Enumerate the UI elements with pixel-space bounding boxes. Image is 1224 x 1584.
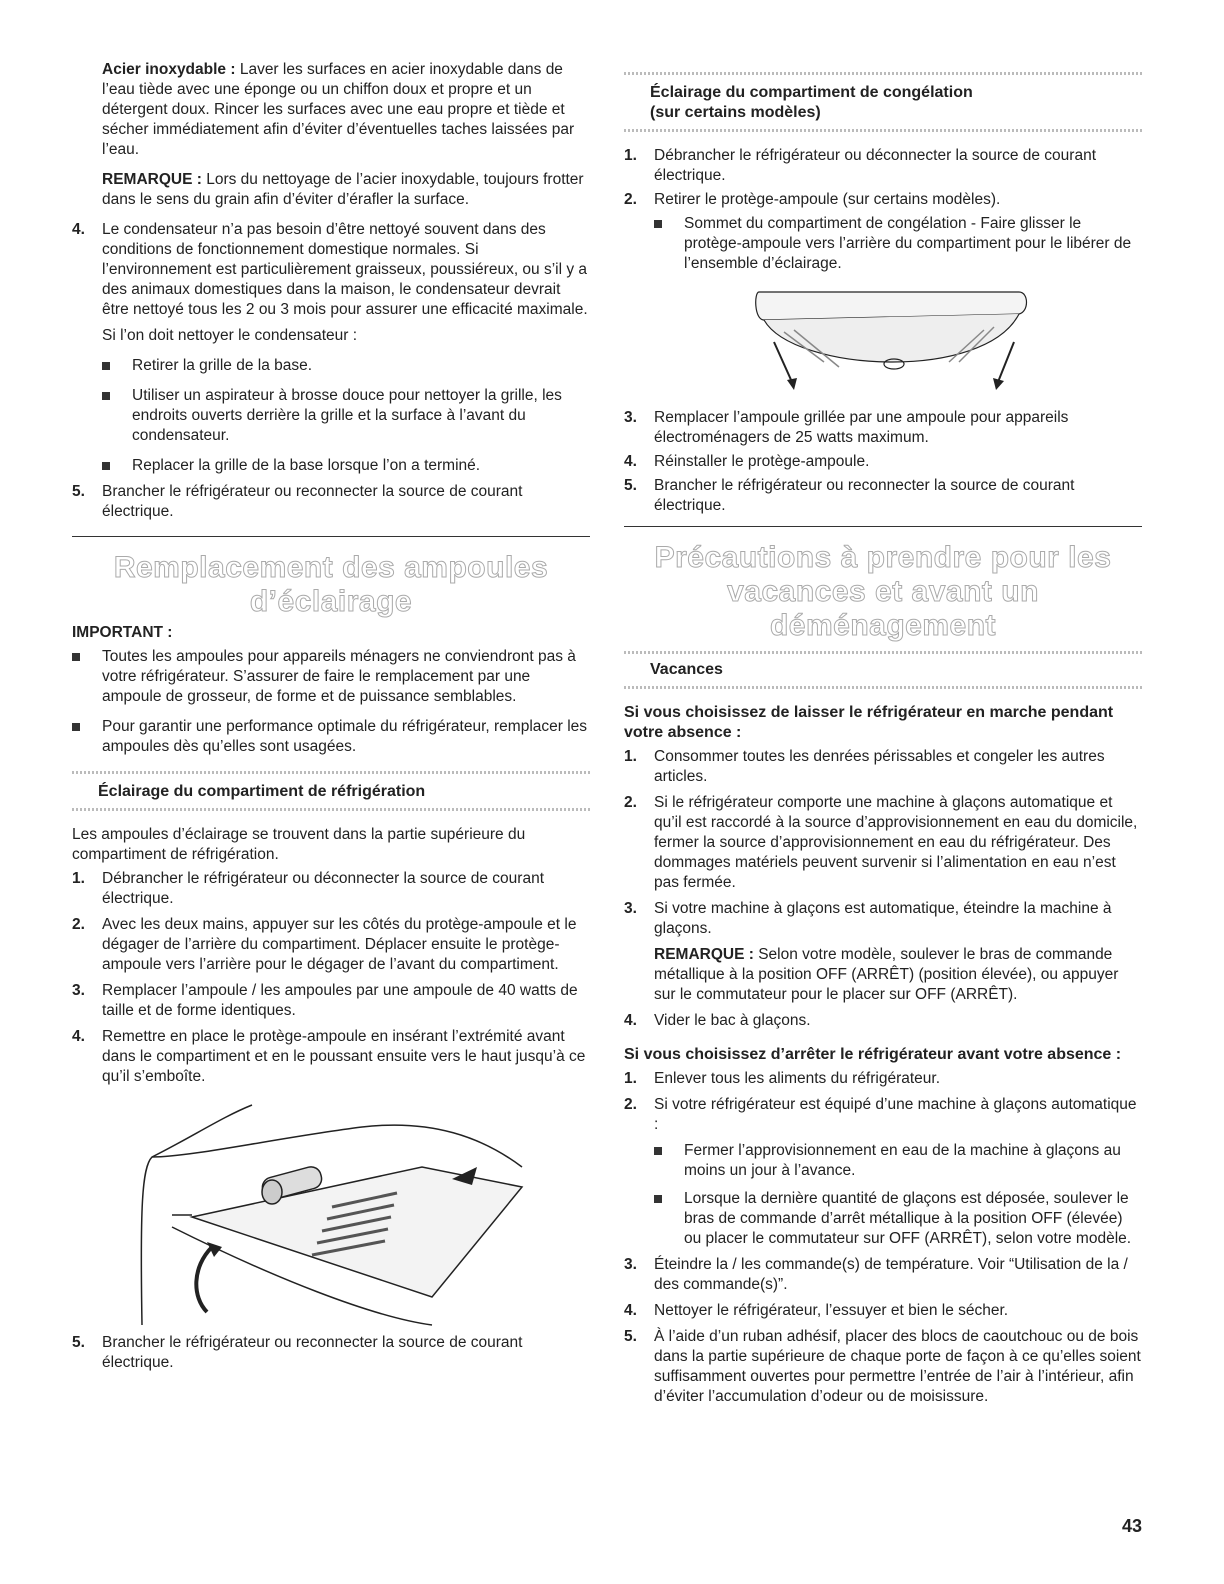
stainless-paragraph [72,60,590,160]
bullet-square [654,1195,662,1203]
bullet-text: Toutes les ampoules pour appareils ménagers ne conviendront pas à votre réfrigérateur. S’assurer de faire le remplacement par une ampoule de grosseur, de forme et de puissance semblables. [102,648,576,705]
note-text: Selon votre modèle, soulever le bras de commande métallique à la position OFF (ARRÊT) (position élevée), ou appuyer sur le commutateur pour le placer sur OFF (ARRÊT). [654,946,1119,1003]
bullet-item [624,214,1142,274]
step-number: 3. [72,982,85,999]
step-number: 4. [624,453,637,470]
bullet-text: Retirer la grille de la base. [132,357,313,374]
step-number: 1. [624,748,637,765]
heading-bottom-rule [624,129,1142,132]
bullet-square [654,1147,662,1155]
item-text: Brancher le réfrigérateur ou reconnecter la source de courant électrique. [102,483,523,520]
step-item [624,1301,1142,1321]
item-number: 5. [72,483,85,500]
step-number: 2. [624,1096,637,1113]
step-item [624,1011,1142,1031]
stainless-text: Laver les surfaces en acier inoxydable dans de l’eau tiède avec une éponge ou un chiffon doux et propre et un détergent doux. Rincer les surfaces avec une eau propre et tiède et sécher immédiatement afin d’éviter d’éventuelles taches laissées par l’eau. [102,61,575,158]
step-text: Remplacer l’ampoule / les ampoules par une ampoule de 40 watts de taille et de forme identiques. [102,982,578,1019]
bullet-item [624,1189,1142,1249]
step-text: Réinstaller le protège-ampoule. [654,453,870,470]
step-number: 5. [72,1334,85,1351]
bullet-item [624,1141,1142,1181]
left-column [72,60,590,1373]
step-item [624,1069,1142,1089]
step-item [624,408,1142,448]
step-number: 1. [624,1070,637,1087]
step-text: Si le réfrigérateur comporte une machine à glaçons automatique et qu’il est raccordé à la source d’approvisionnement en eau du domicile, fermer la source d’approvisionnement en eau du réfrigérateur. Des dommages matériels peuvent survenir si l’alimentation en eau n’est pas fermée. [654,794,1138,891]
freezer-light-heading-sub: (sur certains modèles) [650,104,821,121]
step-item [72,1027,590,1087]
step-number: 2. [624,191,637,208]
reconnect-item [72,482,590,522]
note-text: Lors du nettoyage de l’acier inoxydable, toujours frotter dans le sens du grain afin d’éviter d’érafler la surface. [102,171,584,208]
turn-off-heading: Si vous choisissez d’arrêter le réfrigérateur avant votre absence : [624,1046,1122,1063]
step-item [624,476,1142,516]
step-text: À l’aide d’un ruban adhésif, placer des blocs de caoutchouc ou de bois dans la partie supérieure de chaque porte de façon à ce qu’elles soient suffisamment ouvertes pour permettre l’entrée de l’air à l’intérieur, afin d’éviter l’accumulation d’odeur ou de moisissure. [654,1328,1141,1405]
heading-top-rule [72,771,590,774]
step-text: Consommer toutes les denrées périssables et congeler les autres articles. [654,748,1105,785]
step-item [624,190,1142,210]
step-number: 5. [624,477,637,494]
step-number: 4. [624,1012,637,1029]
condenser-sub: Si l’on doit nettoyer le condensateur : [102,327,358,344]
bullet-text: Sommet du compartiment de congélation - Faire glisser le protège-ampoule vers l’arrière du compartiment pour le libérer de l’ensemble d’éclairage. [684,215,1132,272]
condenser-item [72,220,590,320]
step-number: 2. [624,794,637,811]
step-number: 5. [624,1328,637,1345]
note-paragraph [72,170,590,210]
freezer-light-heading: Éclairage du compartiment de congélation [650,84,973,101]
bullet-text: Fermer l’approvisionnement en eau de la machine à glaçons au moins un jour à l’avance. [684,1142,1121,1179]
step-number: 2. [72,916,85,933]
important-label: IMPORTANT : [72,624,173,641]
step-text: Retirer le protège-ampoule (sur certains modèles). [654,191,1001,208]
section-title-bulbs: Remplacement des ampoules d’éclairage [113,551,549,618]
step-number: 1. [72,870,85,887]
heading-top-rule [624,72,1142,75]
step-text: Remplacer l’ampoule grillée par une ampoule pour appareils électroménagers de 25 watts maximum. [654,409,1069,446]
step-item [624,146,1142,186]
page-number: 43 [1122,1516,1143,1536]
step-text: Enlever tous les aliments du réfrigérateur. [654,1070,941,1087]
note-label: REMARQUE : [654,946,754,963]
heading-bottom-rule [624,686,1142,689]
freezer-cover-drawing [754,282,1034,400]
step-item [72,915,590,975]
step-item [624,452,1142,472]
step-item [624,793,1142,893]
ice-note-paragraph [624,945,1142,1005]
item-number: 4. [72,221,85,238]
bullet-item [72,456,590,476]
section-divider [72,536,590,537]
note-label: REMARQUE : [102,171,202,188]
heading-top-rule [624,651,1142,654]
keep-running-heading: Si vous choisissez de laisser le réfrigérateur en marche pendant votre absence : [624,704,1114,741]
fridge-light-heading: Éclairage du compartiment de réfrigération [98,783,426,800]
right-column [624,72,1142,1407]
bullet-item [72,386,590,446]
step-number: 3. [624,1256,637,1273]
step-item [72,869,590,909]
step-text: Débrancher le réfrigérateur ou déconnecter la source de courant électrique. [102,870,545,907]
bullet-item [72,647,590,707]
stainless-label: Acier inoxydable : [102,61,236,78]
freezer-light-illustration [754,282,1142,400]
step-number: 1. [624,147,637,164]
bullet-text: Pour garantir une performance optimale du réfrigérateur, remplacer les ampoules dès qu’elles sont usagées. [102,718,588,755]
step-number: 4. [72,1028,85,1045]
fridge-light-illustration [132,1097,590,1327]
bullet-item [72,717,590,757]
heading-bottom-rule [72,808,590,811]
bullet-square [72,653,80,661]
step-text: Brancher le réfrigérateur ou reconnecter la source de courant électrique. [102,1334,523,1371]
bullet-square [654,220,662,228]
step-item [624,1095,1142,1135]
step-text: Si votre machine à glaçons est automatique, éteindre la machine à glaçons. [654,900,1112,937]
step-text: Éteindre la / les commande(s) de température. Voir “Utilisation de la / des commande(s)”. [654,1256,1128,1293]
step-number: 3. [624,409,637,426]
bullet-text: Replacer la grille de la base lorsque l’on a terminé. [132,457,481,474]
step-item [624,899,1142,939]
section-divider [624,526,1142,527]
step-text: Avec les deux mains, appuyer sur les côtés du protège-ampoule et le dégager de l’arrière du compartiment. Déplacer ensuite le protège-ampoule vers l’arrière pour le dégager de l’avant du compartiment. [102,916,577,973]
step-text: Nettoyer le réfrigérateur, l’essuyer et bien le sécher. [654,1302,1009,1319]
bullet-text: Utiliser un aspirateur à brosse douce pour nettoyer la grille, les endroits ouverts derrière la grille et la surface à l’avant du condensateur. [132,387,562,444]
section-title-vacation: Précautions à prendre pour les vacances et avant un déménagement [654,541,1112,642]
fridge-light-drawing [132,1097,532,1327]
bullet-square [102,362,110,370]
step-text: Si votre réfrigérateur est équipé d’une machine à glaçons automatique : [654,1096,1137,1133]
step-text: Débrancher le réfrigérateur ou déconnecter la source de courant électrique. [654,147,1097,184]
bullet-text: Lorsque la dernière quantité de glaçons est déposée, soulever le bras de commande d’arrêt métallique à la position OFF (élevée) ou placer le commutateur sur OFF (ARRÊT), selon votre modèle. [684,1190,1132,1247]
step-item [72,1333,590,1373]
step-item [72,981,590,1021]
bullet-square [102,392,110,400]
step-item [624,1327,1142,1407]
bullet-square [72,723,80,731]
step-number: 3. [624,900,637,917]
step-item [624,1255,1142,1295]
item-text: Le condensateur n’a pas besoin d’être nettoyé souvent dans des conditions de fonctionnement domestique normales. Si l’environnement est particulièrement graisseux, poussiéreux, ou s’il y a des animaux domestiques dans la maison, le condensateur devrait être nettoyé tous les 2 ou 3 mois pour assurer une efficacité maximale. [102,221,588,318]
bullet-square [102,462,110,470]
step-number: 4. [624,1302,637,1319]
bullet-item [72,356,590,376]
vacation-heading: Vacances [650,661,723,678]
step-text: Vider le bac à glaçons. [654,1012,811,1029]
step-item [624,747,1142,787]
step-text: Remettre en place le protège-ampoule en insérant l’extrémité avant dans le compartiment et en le poussant ensuite vers le haut jusqu’à ce qu’il s’emboîte. [102,1028,586,1085]
fridge-intro: Les ampoules d’éclairage se trouvent dans la partie supérieure du compartiment de réfrigération. [72,826,526,863]
step-text: Brancher le réfrigérateur ou reconnecter la source de courant électrique. [654,477,1075,514]
